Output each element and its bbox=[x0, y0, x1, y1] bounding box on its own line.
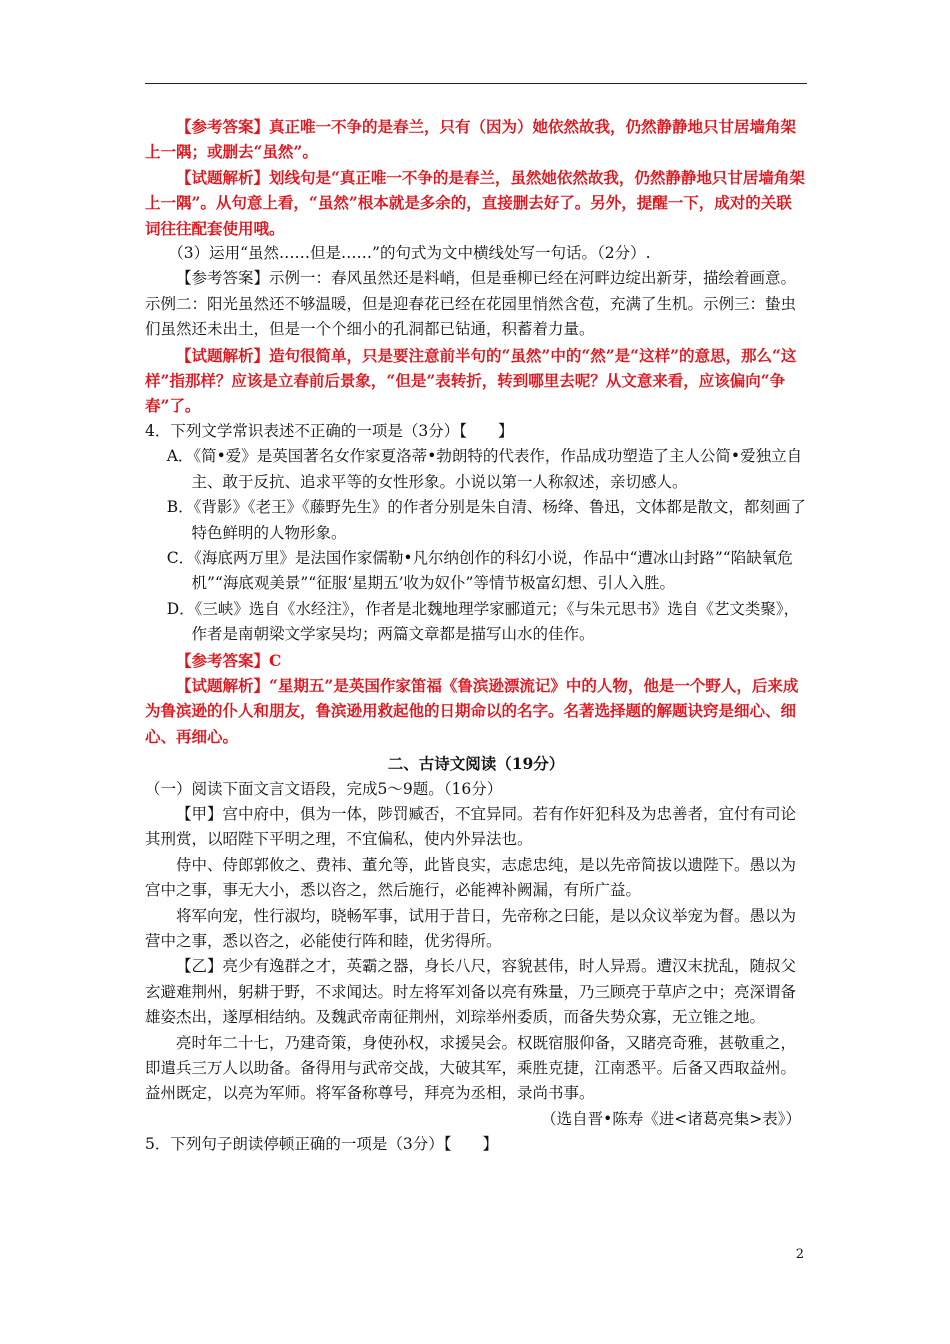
passage-source: （选自晋•陈寿《进<诸葛亮集>表》） bbox=[541, 1109, 801, 1128]
question-5-prompt: 5．下列句子朗读停顿正确的一项是（3分）【 】 bbox=[145, 1135, 498, 1154]
analysis-paragraph: 【试题解析】划线句是“真正唯一不争的是春兰，虽然她依然故我，仍然静静地只甘居墙角架上一隅”。从句意上看，“虽然”根本就是多余的，直接删去好了。另外，提醒一下，成对的关联词往往配套使用哦。 bbox=[145, 167, 805, 238]
page-number: 2 bbox=[795, 1247, 804, 1262]
analysis-paragraph: 【试题解析】“星期五”是英国作家笛福《鲁滨逊漂流记》中的人物，他是一个野人，后来成为鲁滨逊的仆人和朋友，鲁滨逊用救起他的日期命以的名字。名著选择题的解题诀窍是细心、细心、再细心。 bbox=[145, 675, 799, 746]
option-b: B．《背影》《老王》《藤野先生》的作者分别是朱自清、杨绛、鲁迅，文体都是散文，都刻画了特色鲜明的人物形象。 bbox=[166, 498, 806, 542]
passage-paragraph: 侍中、侍郎郭攸之、费祎、董允等，此皆良实，志虑忠纯，是以先帝简拔以遗陛下。愚以为宫中之事，事无大小，悉以咨之，然后施行，必能裨补阙漏，有所广益。 bbox=[145, 855, 797, 900]
answer-paragraph: 【参考答案】示例一：春风虽然还是料峭，但是垂柳已经在河畔边绽出新芽，描绘着画意。示例二：阳光虽然还不够温暖，但是迎春花已经在花园里悄然含苞，充满了生机。示例三：蛰虫们虽然还未出土，但是一个个细小的孔洞都已钻通，积蓄着力量。 bbox=[145, 269, 797, 339]
header-rule bbox=[145, 83, 807, 84]
option-a: A．《简•爱》是英国著名女作家夏洛蒂•勃朗特的代表作，作品成功塑造了主人公简•爱独立自主、敢于反抗、追求平等的女性形象。小说以第一人称叙述，亲切感人。 bbox=[166, 447, 803, 491]
option-c: C．《海底两万里》是法国作家儒勒•凡尔纳创作的科幻小说，作品中“遭冰山封路”“陷缺氧危机”“海底观美景”“征服‘星期五’收为奴仆”等情节极富幻想、引人入胜。 bbox=[166, 548, 793, 593]
passage-paragraph: 【乙】亮少有逸群之才，英霸之器，身长八尺，容貌甚伟，时人异焉。遭汉末扰乱，随叔父玄避难荆州，躬耕于野，不求闻达。时左将军刘备以亮有殊量，乃三顾亮于草庐之中；亮深谓备雄姿杰出，遂厚相结纳。及魏武帝南征荆州，刘琮举州委质，而备失势众寡，无立锥之地。 bbox=[145, 957, 797, 1027]
passage-paragraph: 亮时年二十七，乃建奇策，身使孙权，求援吴会。权既宿服仰备，又睹亮奇雅，甚敬重之，即遣兵三万人以助备。备得用与武帝交战，大破其军，乘胜克捷，江南悉平。后备又西取益州。益州既定，以亮为军师。将军备称尊号，拜亮为丞相，录尚书事。 bbox=[145, 1033, 797, 1103]
answer-paragraph: 【参考答案】真正唯一不争的是春兰，只有（因为）她依然故我，仍然静静地只甘居墙角架上一隅；或删去“虽然”。 bbox=[145, 117, 797, 162]
answer-paragraph: 【参考答案】C bbox=[176, 650, 282, 670]
passage-paragraph: 【甲】宫中府中，俱为一体，陟罚臧否，不宜异同。若有作奸犯科及为忠善者，宜付有司论其刑赏，以昭陛下平明之理，不宜偏私，使内外异法也。 bbox=[145, 804, 797, 849]
question-4-prompt: 4．下列文学常识表述不正确的一项是（3分）【 】 bbox=[145, 421, 514, 440]
section-heading: 二、古诗文阅读（19分） bbox=[387, 754, 565, 774]
question-3-prompt: （3）运用“虽然……但是……”的句式为文中横线处写一句话。（2分）. bbox=[168, 244, 651, 263]
analysis-paragraph: 【试题解析】造句很简单，只是要注意前半句的“虽然”中的“然”是“这样”的意思，那么“这样”指那样？应该是立春前后景象，“但是”表转折，转到哪里去呢？从文意来看，应该偏向“争春”了。 bbox=[145, 345, 797, 416]
passage-paragraph: 将军向宠，性行淑均，晓畅军事，试用于昔日，先帝称之曰能，是以众议举宠为督。愚以为营中之事，悉以咨之，必能使行阵和睦，优劣得所。 bbox=[145, 906, 797, 950]
option-d: D．《三峡》选自《水经注》，作者是北魏地理学家郦道元；《与朱元思书》选自《艺文类聚》，作者是南朝梁文学家吴均；两篇文章都是描写山水的佳作。 bbox=[166, 599, 800, 644]
reading-instruction: （一）阅读下面文言文语段，完成5～9题。（16分） bbox=[145, 779, 503, 798]
document-body bbox=[145, 114, 807, 1158]
